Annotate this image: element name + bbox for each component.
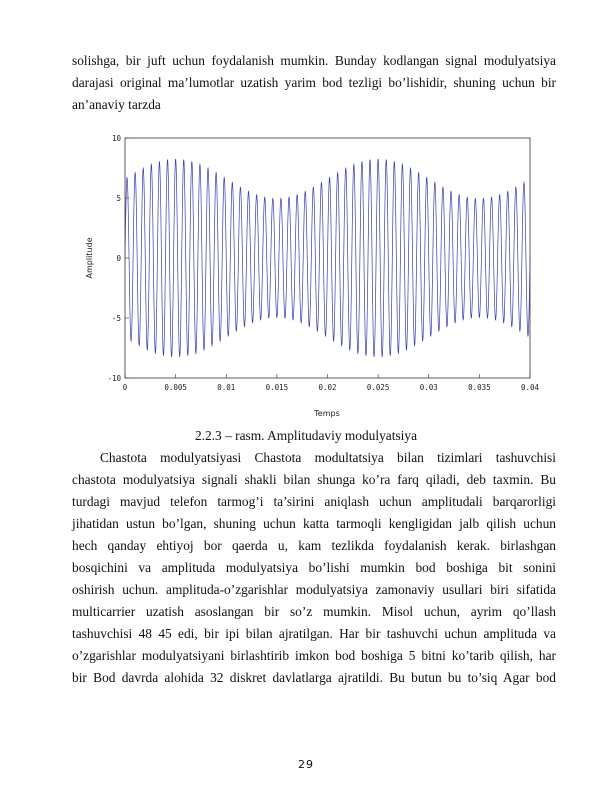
text-line: oshirish uchun. amplituda-o’zgarishlar modulyatsiya zamonaviy usullari biri sifatida (72, 582, 556, 597)
text-line: turdagi mavjud telefon tarmog’i ta’sirini aniqlash uchun amplitudali barqarorligi (72, 494, 556, 509)
text-line: an’anaviy tarzda (72, 97, 161, 112)
text-line: bosqichini va amplituda modulyatsiya bo’lishi mumkin bod boshiga bit sonini (72, 560, 556, 575)
text-line: jihatidan ustun bo’lgan, shuning uchun katta tarmoqli kengligidan jalb qilish uchun (72, 516, 556, 531)
text-line: o’zgarishlar modulyatsiyani birlashtirib imkon bod boshiga 5 bitni ko’tarib qilish, har (72, 648, 556, 663)
x-tick-label: 0.005 (164, 383, 187, 392)
text-line: multicarrier uzatish asoslangan bir so’z mumkin. Misol uchun, ayrim qo’llash (72, 604, 556, 619)
x-axis-label: Temps (314, 409, 340, 418)
y-tick-label: 5 (116, 194, 121, 203)
x-tick-label: 0.015 (265, 383, 289, 392)
x-tick-label: 0.01 (217, 383, 236, 392)
text-line: bir Bod davrda alohida 32 diskret davlatlarga ajratildi. Bu butun bu to’siq Agar bod (72, 670, 556, 685)
signal-line (125, 159, 530, 357)
x-tick-label: 0.025 (366, 383, 390, 392)
text-line: tashuvchisi 48 45 edi, bir ipi bilan ajratilgan. Har bir tashuvchi uchun amplituda va (72, 626, 556, 641)
text-line: chastota modulyatsiya signali shakli bilan shunga ko’ra farq qiladi, deb taxmin. Bu (72, 472, 556, 487)
x-axis (123, 374, 540, 392)
y-axis-label: Amplitude (85, 237, 94, 279)
y-tick-label: 0 (116, 254, 121, 263)
intro-paragraph (72, 50, 556, 116)
page-number: 29 (298, 758, 314, 771)
text-line: hech qanday ehtiyoj bor qaerda u, kam tezlikda foydalanish kerak. birlashgan (72, 538, 556, 553)
figure-caption: 2.2.3 – rasm. Amplitudaviy modulyatsiya (194, 428, 418, 443)
x-tick-label: 0 (122, 383, 128, 392)
text-line: darajasi original ma’lumotlar uzatish yarim bod tezligi bo’lishidir, shuning uchun bir (72, 75, 556, 90)
x-tick-label: 0.04 (520, 383, 540, 392)
y-axis (107, 134, 129, 383)
x-tick-label: 0.02 (318, 383, 337, 392)
x-tick-label: 0.03 (419, 383, 438, 392)
y-tick-label: 10 (111, 134, 121, 143)
x-tick-label: 0.035 (468, 383, 491, 392)
text-line: solishga, bir juft uchun foydalanish mumkin. Bunday kodlangan signal modulyatsiya (72, 53, 556, 68)
body-paragraph (72, 447, 556, 689)
text-line: Chastota modulyatsiyasi Chastota modultatsiya bilan tizimlari tashuvchisi (100, 450, 556, 465)
y-tick-label: -5 (111, 314, 121, 323)
amplitude-modulation-chart (80, 130, 555, 420)
y-tick-label: -10 (107, 374, 121, 383)
